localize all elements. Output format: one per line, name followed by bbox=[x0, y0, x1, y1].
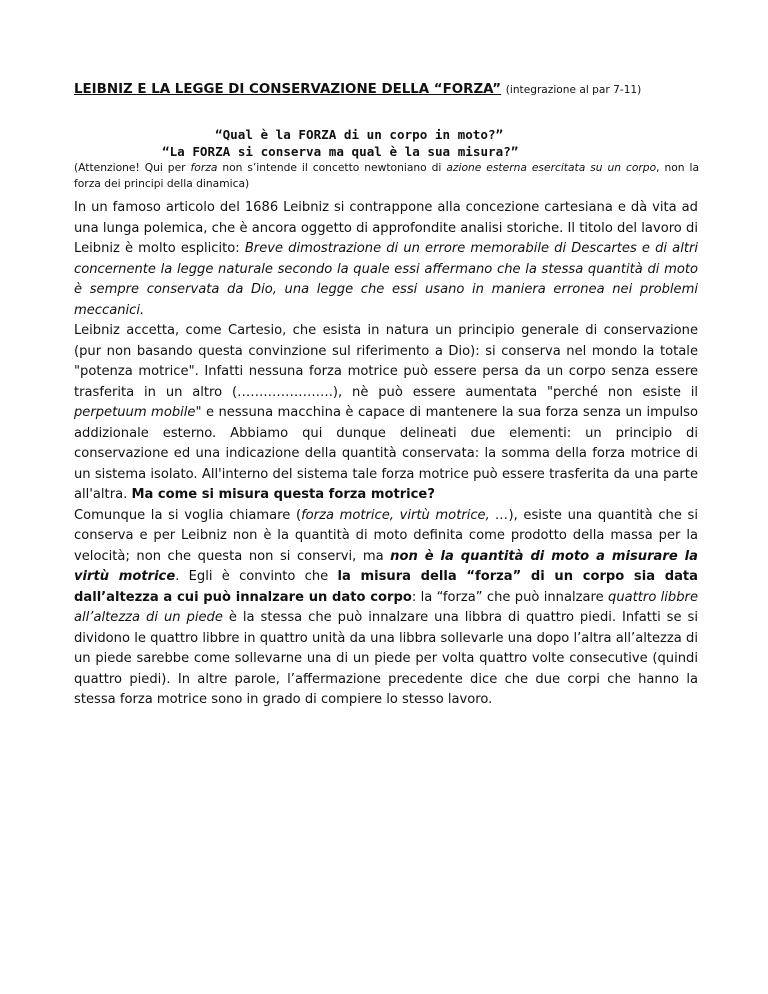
p2-italic-1: perpetuum mobile" bbox=[74, 405, 202, 420]
p2-bold-question: Ma come si misura questa forza motrice? bbox=[131, 487, 435, 502]
p3-bold-italic-1: non è la quantità di moto a misurare la virtù motrice bbox=[74, 548, 698, 584]
paragraph-2 bbox=[74, 321, 698, 506]
p3-italic-1: forza motrice, virtù motrice, … bbox=[301, 507, 509, 523]
p3-italic-2: quattro libbre all’altezza di un piede bbox=[74, 589, 698, 625]
p3-text-2: ), esiste una quantità che si conserva e per Leibniz non è la quantità di moto definita come prodotto della massa per la velocità; non che questa non si conservi, ma bbox=[74, 507, 698, 564]
p3-text-5: è la stessa che può innalzare una libbra di quattro piedi. Infatti se si dividono le quattro libbre in quattro unità da una libbra sollevarle una dopo l’altra all’altezza di un piede sarebbe come sollevarne una di un piede per volta quattro volte consecutive (quindi quattro piedi). In altre parole, l’affermazione precedente dice che due corpi che hanno la stessa forza motrice sono in grado di compiere lo stesso lavoro. bbox=[74, 610, 698, 707]
p3-text-4: : la “forza” che può innalzare bbox=[411, 589, 609, 605]
p3-bold-1: la misura della “forza” di un corpo sia data dall’altezza a cui può innalzare un dato corpo bbox=[74, 569, 699, 605]
p2-text-2: e nessuna macchina è capace di mantenere la sua forza senza un impulso addizionale esterno. Abbiamo qui dunque delineati due elementi: un principio di conservazione ed una indicazione della quantità conservata: la somma della forza motrice di un sistema isolato. All'interno del sistema tale forza motrice può essere trasferita da una parte all'altra. bbox=[74, 405, 698, 502]
paragraph-3 bbox=[74, 506, 698, 711]
title-main: LEIBNIZ E LA LEGGE DI CONSERVAZIONE DELLA “FORZA” bbox=[74, 82, 502, 97]
p1-italic-title: Breve dimostrazione di un errore memorabile di Descartes e di altri concernente la legge naturale secondo la quale essi affermano che la stessa quantità di moto è sempre conservata da Dio, una legge che essi usano in maniera erronea nei problemi meccanici. bbox=[74, 241, 698, 318]
p2-text-1: Leibniz accetta, come Cartesio, che esista in natura un principio generale di conservazione (pur non basando questa convinzione sul riferimento a Dio): si conserva nel mondo la totale "potenza motrice". Infatti nessuna forza motrice può essere persa da un corpo senza essere trasferita in un altro (………………….), nè può essere aumentata "perché non esiste il bbox=[74, 323, 698, 400]
paragraph-1 bbox=[74, 198, 698, 321]
title-note: (integrazione al par 7-11) bbox=[505, 84, 642, 96]
attention-italic-2: azione esterna esercitata su un corpo bbox=[446, 161, 657, 174]
question-1: “Qual è la FORZA di un corpo in moto?” bbox=[215, 127, 504, 142]
attention-text-1: (Attenzione! Qui per bbox=[74, 161, 191, 174]
body-text bbox=[74, 198, 698, 711]
attention-italic-1: forza bbox=[190, 161, 218, 174]
attention-text-2: non s’intende il concetto newtoniano di bbox=[217, 161, 447, 174]
document-title bbox=[74, 82, 714, 97]
attention-note bbox=[74, 160, 699, 192]
p3-text-3: . Egli è convinto che bbox=[175, 569, 338, 584]
p1-text-1: In un famoso articolo del 1686 Leibniz si contrappone alla concezione cartesiana e dà vita ad una lunga polemica, che è ancora oggetto di approfondite analisi storiche. Il titolo del lavoro di Leibniz è molto esplicito: bbox=[74, 200, 698, 256]
question-2: “La FORZA si conserva ma qual è la sua misura?” bbox=[162, 144, 519, 159]
p3-text-1: Comunque la si voglia chiamare ( bbox=[74, 507, 302, 523]
attention-text-3: , non la forza dei principi della dinamica) bbox=[74, 161, 700, 190]
